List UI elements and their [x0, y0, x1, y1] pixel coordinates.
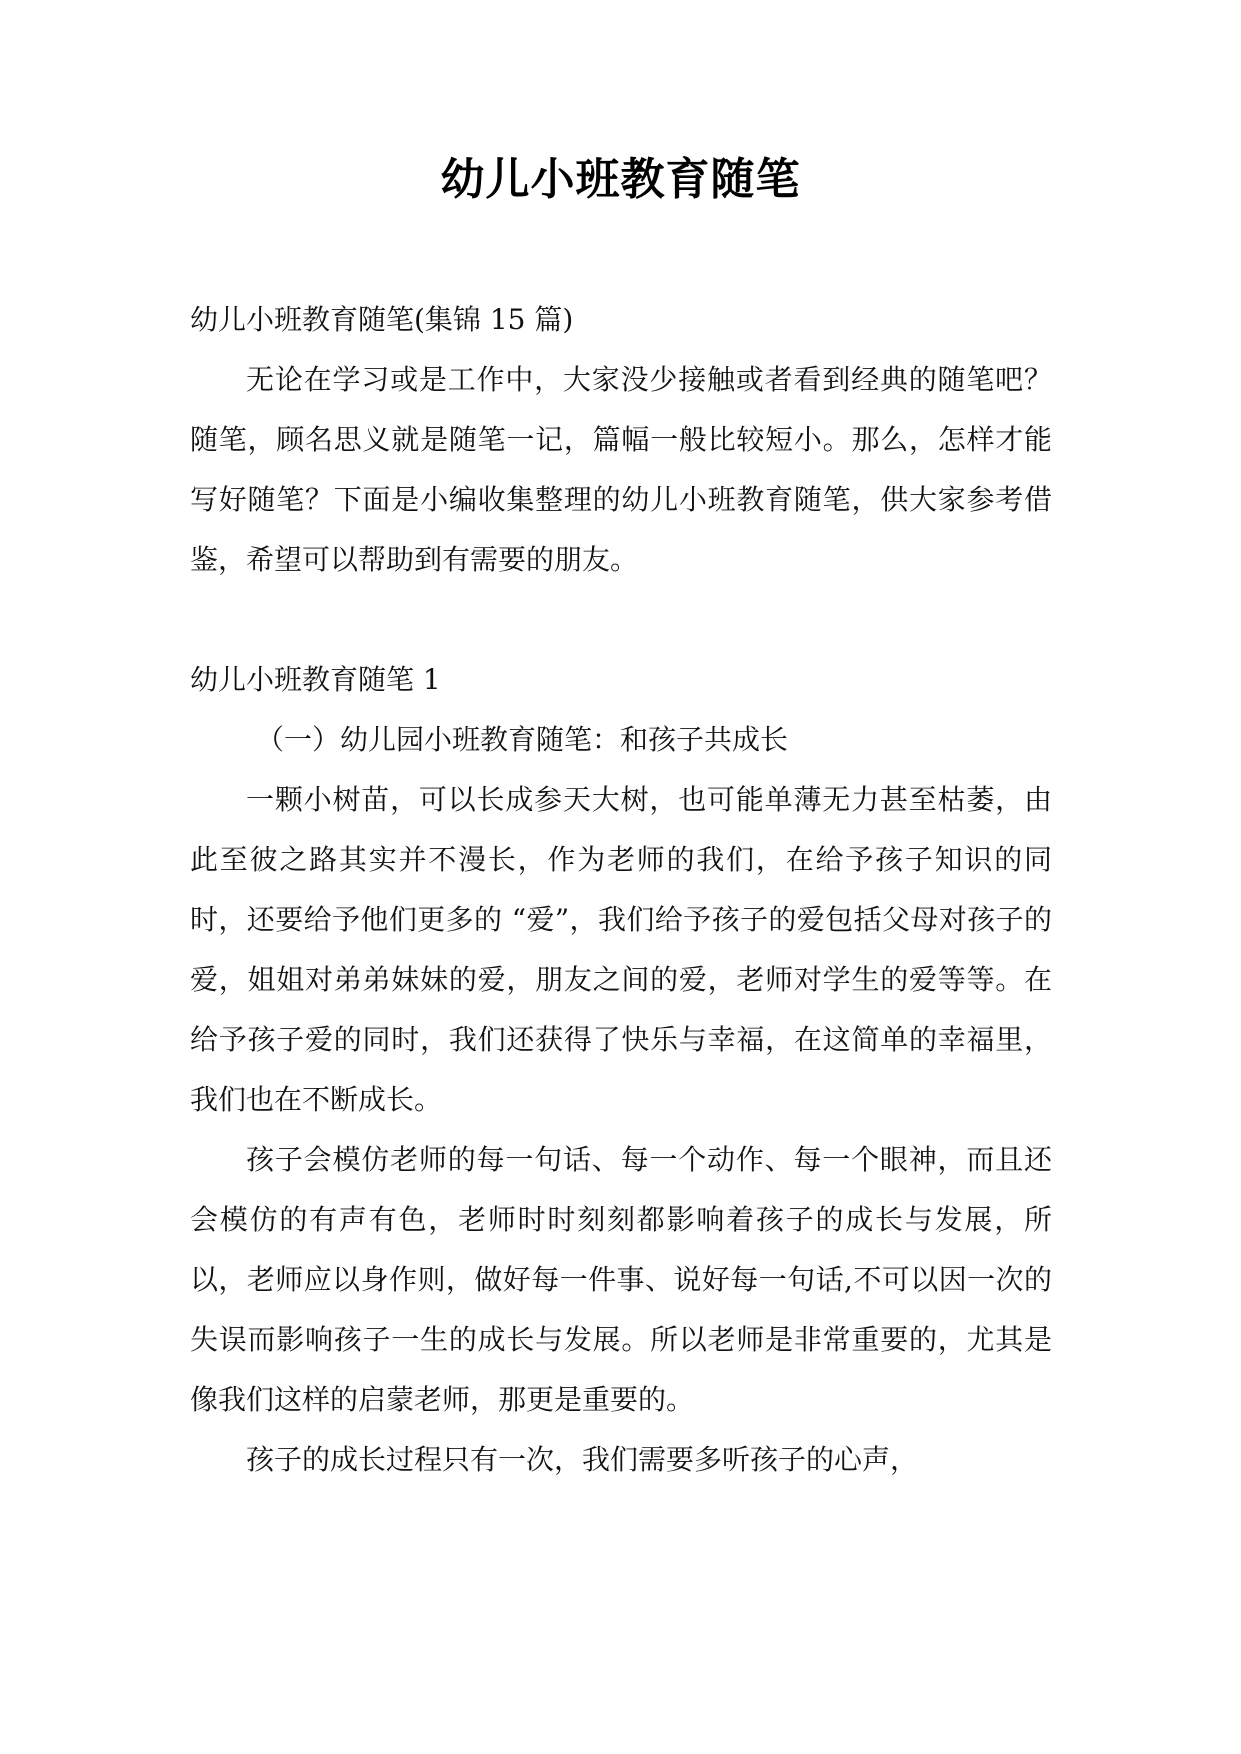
body-paragraph: 孩子会模仿老师的每一句话、每一个动作、每一个眼神，而且还会模仿的有声有色，老师时时刻刻都影响着孩子的成长与发展，所以，老师应以身作则，做好每一件事、说好每一句话,不可以因一次的失误而影响孩子一生的成长与发展。所以老师是非常重要的，尤其是像我们这样的启蒙老师，那更是重要的。: [190, 1143, 1052, 1416]
body-paragraph: 孩子的成长过程只有一次，我们需要多听孩子的心声，: [246, 1443, 919, 1476]
document-body: [190, 290, 1052, 1490]
intro-paragraph: 无论在学习或是工作中，大家没少接触或者看到经典的随笔吧？随笔，顾名思义就是随笔一记，篇幅一般比较短小。那么，怎样才能写好随笔？下面是小编收集整理的幼儿小班教育随笔，供大家参考借鉴，希望可以帮助到有需要的朋友。: [190, 363, 1052, 576]
document-title: 幼儿小班教育随笔: [440, 154, 801, 205]
section-spacer: [190, 590, 1052, 650]
section-heading: 幼儿小班教育随笔 1: [190, 663, 441, 696]
body-paragraph: 一颗小树苗，可以长成参天大树，也可能单薄无力甚至枯萎，由此至彼之路其实并不漫长，作为老师的我们，在给予孩子知识的同时，还要给予他们更多的 “爱”，我们给予孩子的爱包括父母对孩子的爱，姐姐对弟弟妹妹的爱，朋友之间的爱，老师对学生的爱等等。在给予孩子爱的同时，我们还获得了快乐与幸福，在这简单的幸福里，我们也在不断成长。: [190, 783, 1052, 1116]
section-subheading: （一）幼儿园小班教育随笔：和孩子共成长: [256, 723, 789, 756]
document-subtitle: 幼儿小班教育随笔(集锦 15 篇): [190, 303, 574, 336]
